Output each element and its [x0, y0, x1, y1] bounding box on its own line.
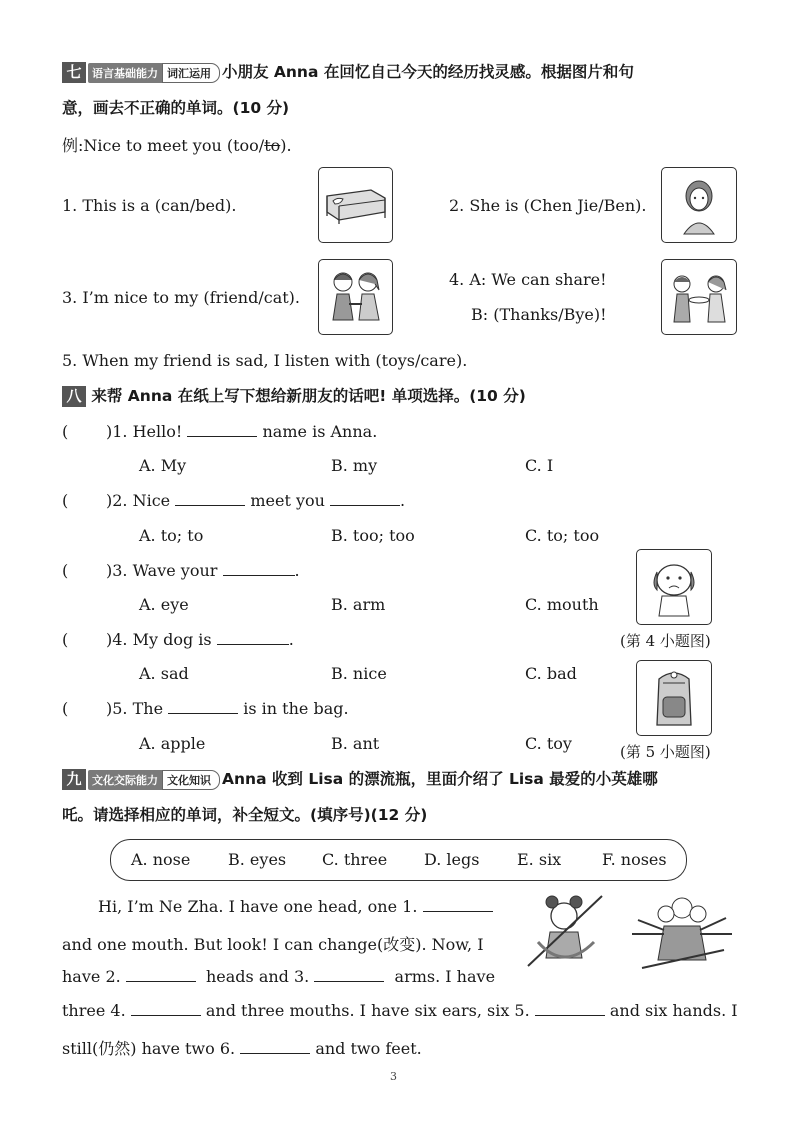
- q5-stem: )5. The: [106, 699, 164, 718]
- q3-stem-end: .: [294, 561, 300, 580]
- q2-blank-2[interactable]: [330, 491, 400, 506]
- passage-line1: [98, 897, 493, 916]
- choice-q5: [106, 699, 349, 718]
- section7-q5: 5. When my friend is sad, I listen with (toys/care).: [62, 351, 468, 370]
- passage-blank-6[interactable]: [240, 1039, 310, 1054]
- bag-picture: [636, 660, 712, 736]
- q5-blank[interactable]: [168, 699, 238, 714]
- q4-option-a[interactable]: A. sad: [139, 664, 189, 683]
- q5-option-c[interactable]: C. toy: [525, 734, 572, 753]
- passage-blank-2[interactable]: [126, 967, 196, 982]
- q5-stem-end: is in the bag.: [243, 699, 349, 718]
- q1-blank[interactable]: [187, 422, 257, 437]
- q2-blank-1[interactable]: [175, 491, 245, 506]
- section7-tag-skill: 词汇运用: [162, 63, 220, 83]
- choice-q3: [106, 561, 300, 580]
- q2-option-c[interactable]: C. to; too: [525, 526, 600, 545]
- girl-picture: [661, 167, 737, 243]
- page-number: 3: [390, 1070, 397, 1083]
- q4-stem: )4. My dog is: [106, 630, 212, 649]
- section7-heading: 小朋友 Anna 在回忆自己今天的经历找灵感。根据图片和句: [222, 63, 634, 81]
- passage-text-6: and three mouths. I have six ears, six 5.: [205, 1001, 530, 1020]
- word-option-b: B. eyes: [228, 850, 287, 869]
- word-option-e: E. six: [517, 850, 562, 869]
- caption-q4: (第 4 小题图): [620, 632, 711, 650]
- word-option-f: F. noses: [602, 850, 667, 869]
- nezha-picture-1: [520, 892, 608, 972]
- bed-picture: [318, 167, 393, 243]
- section7-q1: 1. This is a (can/bed).: [62, 196, 237, 215]
- q1-option-a[interactable]: A. My: [139, 456, 187, 475]
- q5-option-a[interactable]: A. apple: [139, 734, 206, 753]
- passage-line5: [62, 1036, 422, 1059]
- section7-q4a: 4. A: We can share!: [449, 270, 607, 289]
- bed-icon: [319, 168, 392, 242]
- passage-text-1: Hi, I’m Ne Zha. I have one head, one 1.: [98, 897, 418, 916]
- section9-tag-ability: 文化交际能力: [88, 770, 162, 790]
- dog-icon: [637, 550, 711, 624]
- section9-number: 九: [62, 769, 86, 790]
- q1-stem: )1. Hello!: [106, 422, 183, 441]
- example-text: 例:Nice to meet you (too/: [62, 136, 265, 155]
- q4-stem-end: .: [288, 630, 294, 649]
- section9-title-line2: 吒。请选择相应的单词，补全短文。(填序号)(12 分): [62, 806, 428, 824]
- section7-title-line2: 意，画去不正确的单词。(10 分): [62, 99, 290, 117]
- section7-number: 七: [62, 62, 86, 83]
- passage-text-4: arms. I have: [394, 967, 496, 986]
- section8-heading: 来帮 Anna 在纸上写下想给新朋友的话吧! 单项选择。(10 分): [91, 387, 526, 405]
- q4-blank[interactable]: [217, 630, 289, 645]
- q2-stem-mid: meet you: [250, 491, 325, 510]
- choice-q2-paren[interactable]: (: [62, 491, 69, 510]
- passage-line2: and one mouth. But look! I can change(改变). Now, I: [62, 935, 484, 954]
- section7-q2: 2. She is (Chen Jie/Ben).: [449, 196, 647, 215]
- word-bank: [110, 839, 687, 881]
- passage-text-3: heads and 3.: [205, 967, 310, 986]
- q1-option-b[interactable]: B. my: [331, 456, 378, 475]
- section7-tag-ability: 语言基础能力: [88, 63, 162, 83]
- section9-heading: Anna 收到 Lisa 的漂流瓶，里面介绍了 Lisa 最爱的小英雄哪: [222, 770, 658, 788]
- example-struck-word: to: [264, 136, 281, 155]
- sad-dog-picture: [636, 549, 712, 625]
- section9-tag-skill: 文化知识: [162, 770, 220, 790]
- nezha-icon: [520, 892, 608, 972]
- example-text-end: ).: [280, 136, 292, 155]
- choice-q4-paren[interactable]: (: [62, 630, 69, 649]
- q2-stem-end: .: [400, 491, 406, 510]
- passage-text-2: have 2.: [62, 967, 121, 986]
- section9-title-line1: [62, 767, 658, 790]
- section7-example: [62, 133, 292, 156]
- q2-stem: )2. Nice: [106, 491, 171, 510]
- passage-blank-4[interactable]: [131, 1001, 201, 1016]
- q3-option-b[interactable]: B. arm: [331, 595, 386, 614]
- q5-option-b[interactable]: B. ant: [331, 734, 380, 753]
- caption-q5: (第 5 小题图): [620, 743, 711, 761]
- q2-option-b[interactable]: B. too; too: [331, 526, 415, 545]
- passage-line3: [62, 967, 495, 986]
- choice-q1-paren[interactable]: (: [62, 422, 69, 441]
- q4-option-c[interactable]: C. bad: [525, 664, 577, 683]
- choice-q1: [106, 422, 377, 441]
- passage-text-7: and six hands. I: [609, 1001, 738, 1020]
- section7-q3: 3. I’m nice to my (friend/cat).: [62, 288, 300, 307]
- choice-q2: [106, 491, 405, 510]
- sharing-icon: [662, 260, 736, 334]
- q4-option-b[interactable]: B. nice: [331, 664, 387, 683]
- q1-stem-end: name is Anna.: [262, 422, 378, 441]
- passage-blank-5[interactable]: [535, 1001, 605, 1016]
- word-option-c: C. three: [322, 850, 388, 869]
- q2-option-a[interactable]: A. to; to: [139, 526, 204, 545]
- section8-title: [62, 384, 526, 407]
- choice-q5-paren[interactable]: (: [62, 699, 69, 718]
- word-option-a: A. nose: [131, 850, 191, 869]
- section7-title-line1: [62, 60, 634, 83]
- girl-icon: [662, 168, 736, 242]
- q3-stem: )3. Wave your: [106, 561, 218, 580]
- word-option-d: D. legs: [424, 850, 480, 869]
- q3-blank[interactable]: [223, 561, 295, 576]
- nezha-picture-2: [628, 890, 736, 972]
- q3-option-c[interactable]: C. mouth: [525, 595, 599, 614]
- passage-text-9: and two feet.: [315, 1039, 422, 1058]
- backpack-icon: [637, 661, 711, 735]
- section7-q4b: B: (Thanks/Bye)!: [471, 305, 607, 324]
- passage-text-8: still(仍然) have two 6.: [62, 1039, 236, 1058]
- passage-blank-3[interactable]: [314, 967, 384, 982]
- passage-text-5: three 4.: [62, 1001, 126, 1020]
- passage-blank-1[interactable]: [423, 897, 493, 912]
- three-headed-nezha-icon: [628, 890, 736, 972]
- friends-picture: [318, 259, 393, 335]
- choice-q4: [106, 630, 294, 649]
- passage-line4: [62, 1001, 738, 1020]
- q1-option-c[interactable]: C. I: [525, 456, 554, 475]
- friends-icon: [319, 260, 392, 334]
- section8-number: 八: [62, 386, 86, 407]
- choice-q3-paren[interactable]: (: [62, 561, 69, 580]
- q3-option-a[interactable]: A. eye: [139, 595, 189, 614]
- sharing-picture: [661, 259, 737, 335]
